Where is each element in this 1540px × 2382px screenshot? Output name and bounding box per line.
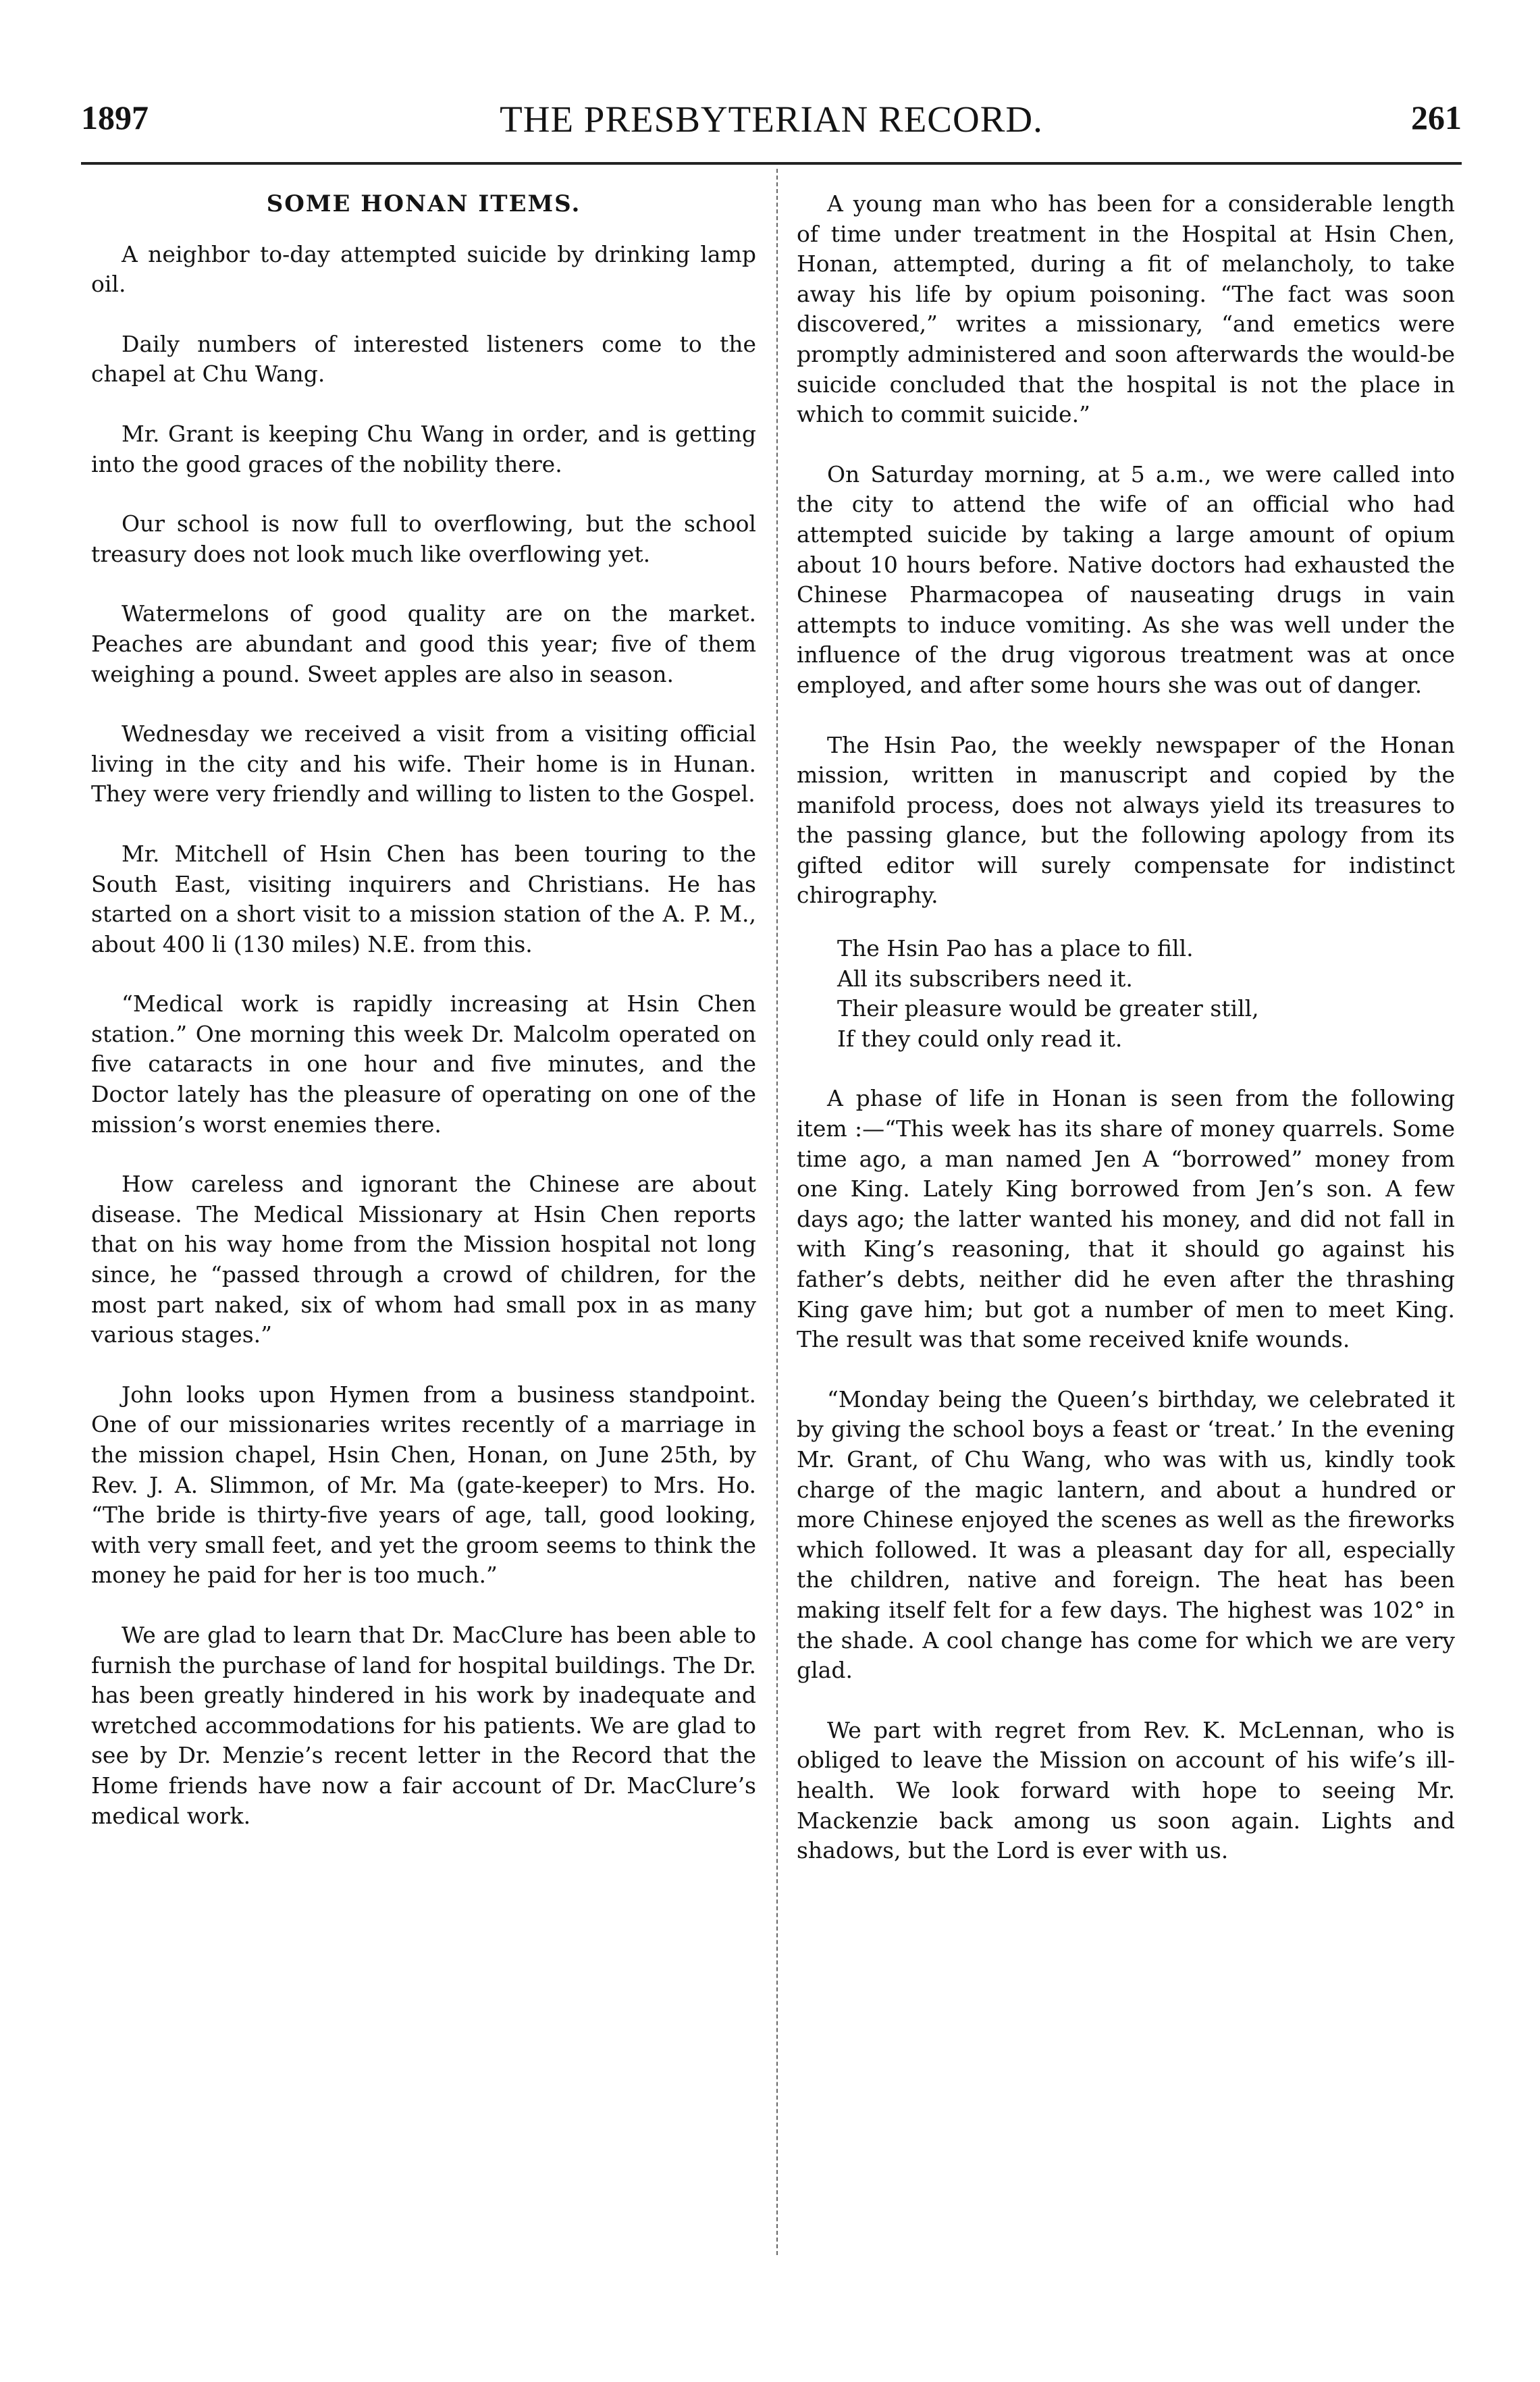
paragraph: On Saturday morning, at 5 a.m., we were called into the city to attend the wife of an official who had attempted suicide by taking a large amount of opium about 10 hours before. Native doctors had exhausted the Chinese Pharmacopea of nauseating drugs in vain attempts to induce vomiting. As she was well under the influence of the drug vigorous treatment was at once employed, and after some hours she was out of danger. [797, 460, 1455, 698]
paragraph: The Hsin Pao, the weekly newspaper of the Honan mission, written in manuscript and copied by the manifold process, does not always yield its treasures to the passing glance, but the following apology from its gifted editor will surely compensate for indistinct chirography. [797, 731, 1455, 909]
verse-line: Their pleasure would be greater still, [837, 995, 1259, 1022]
paragraph: Daily numbers of interested listeners come to the chapel at Chu Wang. [91, 330, 756, 388]
paragraph: “Medical work is rapidly increasing at Hsin Chen station.” One morning this week Dr. Malcolm operated on five cataracts in one hour and five minutes, and the Doctor lately has the pleasure of operating on one of the mission’s worst enemies there. [91, 990, 756, 1138]
right-column [797, 189, 1455, 1896]
left-column [91, 189, 756, 1861]
paragraph: Mr. Mitchell of Hsin Chen has been touring to the South East, visiting inquirers and Christians. He has started on a short visit to a mission station of the A. P. M., about 400 li (130 miles) N.E. from this. [91, 840, 756, 957]
paragraph: A young man who has been for a considerable length of time under treatment in the Hospital at Hsin Chen, Honan, attempted, during a fit of melancholy, to take away his life by opium poisoning. “The fact was soon discovered,” writes a missionary, “and emetics were promptly administered and soon afterwards the would-be suicide concluded that the hospital is not the place in which to commit suicide.” [797, 190, 1455, 428]
section-title: SOME HONAN ITEMS. [266, 190, 581, 217]
paragraph: Mr. Grant is keeping Chu Wang in order, and is getting into the good graces of the nobility there. [91, 420, 756, 477]
verse [837, 934, 1455, 1054]
paragraph: How careless and ignorant the Chinese are about disease. The Medical Missionary at Hsin Chen reports that on his way home from the Mission hospital not long since, he “passed through a crowd of children, for the most part naked, six of whom had small pox in as many various stages.” [91, 1171, 756, 1348]
running-header [81, 98, 1462, 152]
paragraph: A phase of life in Honan is seen from the following item :—“This week has its share of money quarrels. Some time ago, a man named Jen A “borrowed” money from one King. Lately King borrowed from Jen’s son. A few days ago; the latter wanted his money, and did not fall in with King’s reasoning, that it should go against his father’s debts, neither did he even after the thrashing King gave him; but got a number of men to meet King. The result was that some received knife wounds. [797, 1085, 1455, 1353]
paragraph: Our school is now full to overflowing, but the school treasury does not look much like overflowing yet. [91, 510, 756, 567]
verse-line: All its subscribers need it. [837, 965, 1133, 992]
header-rule [81, 162, 1462, 165]
paragraph: We part with regret from Rev. K. McLennan, who is obliged to leave the Mission on account of his wife’s ill-health. We look forward with hope to seeing Mr. Mackenzie back among us soon again. Lights and shadows, but the Lord is ever with us. [797, 1716, 1455, 1864]
paragraph: Watermelons of good quality are on the market. Peaches are abundant and good this year; five of them weighing a pound. Sweet apples are also in season. [91, 600, 756, 687]
page-number: 261 [1411, 99, 1462, 136]
paragraph: John looks upon Hymen from a business standpoint. One of our missionaries writes recently of a marriage in the mission chapel, Hsin Chen, Honan, on June 25th, by Rev. J. A. Slimmon, of Mr. Ma (gate-keeper) to Mrs. Ho. “The bride is thirty-five years of age, tall, good looking, with very small feet, and yet the groom seems to think the money he paid for her is too much.” [91, 1381, 756, 1589]
paragraph: Wednesday we received a visit from a visiting official living in the city and his wife. Their home is in Hunan. They were very friendly and willing to listen to the Gospel. [91, 720, 756, 808]
verse-line: The Hsin Pao has a place to fill. [837, 935, 1194, 962]
column-divider [776, 169, 778, 2255]
paragraph: “Monday being the Queen’s birthday, we celebrated it by giving the school boys a feast or ‘treat.’ In the evening Mr. Grant, of Chu Wang, who was with us, kindly took charge of the magic lantern, and about a hundred or more Chinese enjoyed the scenes as well as the fireworks which followed. It was a pleasant day for all, especially the children, native and foreign. The heat has been making itself felt for a few days. The highest was 102° in the shade. A cool change has come for which we are very glad. [797, 1385, 1455, 1684]
paragraph: We are glad to learn that Dr. MacClure has been able to furnish the purchase of land for hospital buildings. The Dr. has been greatly hindered in his work by inadequate and wretched accommodations for his patients. We are glad to see by Dr. Menzie’s recent letter in the Record that the Home friends have now a fair account of Dr. MacClure’s medical work. [91, 1621, 756, 1829]
journal-title: THE PRESBYTERIAN RECORD. [500, 99, 1043, 140]
paragraph: A neighbor to-day attempted suicide by drinking lamp oil. [91, 240, 756, 298]
header-year: 1897 [81, 99, 149, 136]
verse-line: If they could only read it. [837, 1025, 1123, 1052]
